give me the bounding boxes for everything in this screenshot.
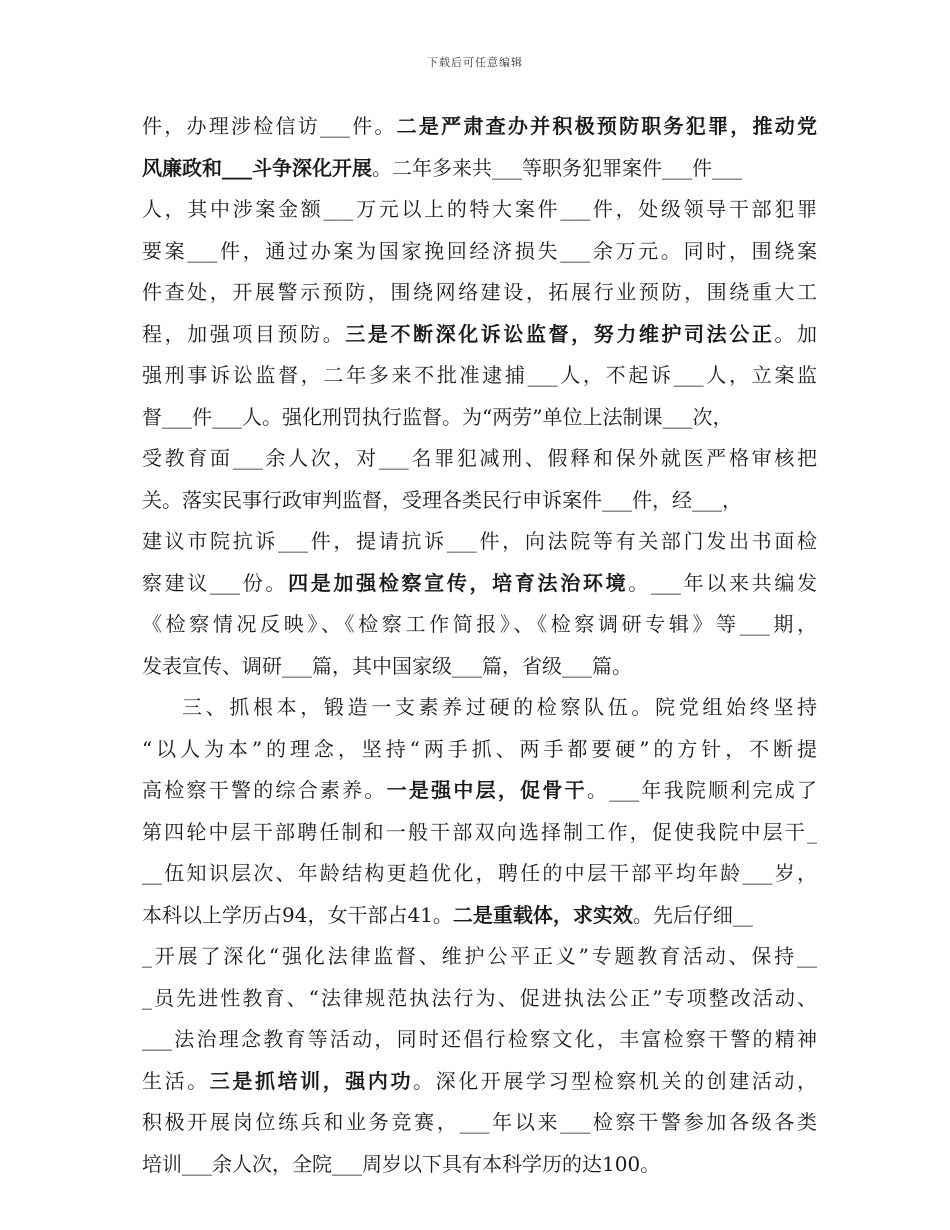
body-text: 受教育面___余人次，对___名罪犯减刑、假释和保外就医严格审核把	[142, 446, 817, 470]
text-line	[142, 978, 817, 1020]
body-text: _员先进性教育、“法律规范执法行为、促进执法公正”专项整改活动、	[142, 985, 817, 1010]
text-line	[142, 397, 817, 439]
text-line	[142, 231, 817, 273]
body-text: 关。落实民事行政审判监督，受理各类民行申诉案件___件，经___，	[142, 487, 742, 512]
text-line	[142, 314, 817, 356]
text-line	[142, 480, 817, 522]
body-text: 《检察情况反映》、《检察工作简报》、《检察调研专辑》等___期，	[142, 612, 817, 636]
body-text: 强刑事诉讼监督，二年多来不批准逮捕___人，不起诉___人，立案监	[142, 363, 817, 387]
bold-text: 四是加强检察宣传，培育法治环境	[288, 570, 629, 595]
body-text: 。___年以来共编发	[628, 570, 817, 595]
text-line	[142, 563, 817, 605]
body-text: 三、抓根本，锻造一支素养过硬的检察队伍。院党组始终坚持	[182, 695, 817, 719]
body-text: 人，其中涉案金额___万元以上的特大案件___件，处级领导干部犯罪	[142, 197, 817, 221]
text-line	[142, 1019, 817, 1061]
document-body	[142, 106, 817, 1185]
text-line	[142, 1102, 817, 1144]
bold-text: 三是不断深化诉讼监督，努力维护司法公正	[345, 321, 775, 346]
body-text: “以人为本”的理念，坚持“两手抓、两手都要硬”的方针，不断提	[142, 736, 817, 761]
text-line	[142, 770, 817, 812]
body-text: __伍知识层次、年龄结构更趋优化，聘任的中层干部平均年龄___岁，	[142, 861, 817, 885]
bold-text: 二是严肃查办并积极预防职务犯罪，推动党	[396, 114, 817, 138]
body-text: 察建议___份。	[142, 570, 289, 595]
text-line	[142, 936, 817, 978]
text-line	[142, 355, 817, 397]
bold-text: 风廉政和___斗争深化开展	[142, 155, 372, 180]
text-line	[142, 1144, 817, 1186]
text-line	[142, 812, 817, 854]
bold-text: 三是抓培训，强内功	[209, 1068, 414, 1093]
body-text: ___法治理念教育等活动，同时还倡行检察文化，丰富检察干警的精神	[142, 1027, 817, 1051]
text-line	[142, 687, 817, 729]
body-text: _开展了深化“强化法律监督、维护公平正义”专题教育活动、保持__	[142, 944, 817, 968]
body-text: 建议市院抗诉___件，提请抗诉___件，向法院等有关部门发出书面检	[142, 529, 817, 553]
body-text: 件查处，开展警示预防，围绕网络建设，拓展行业预防，围绕重大工	[142, 280, 817, 304]
body-text: 第四轮中层干部聘任制和一般干部双向选择制工作，促使我院中层干_	[142, 819, 817, 844]
text-line	[142, 604, 817, 646]
text-line	[142, 853, 817, 895]
body-text: 要案___件，通过办案为国家挽回经济损失___余万元。同时，围绕案	[142, 238, 817, 263]
bold-text: 二是重载体，求实效	[452, 902, 633, 927]
body-text: 本科以上学历占94，女干部占41。	[142, 902, 453, 927]
text-line	[142, 272, 817, 314]
body-text: 发表宣传、调研___篇，其中国家级___篇，省级___篇。	[142, 653, 632, 678]
text-line	[142, 438, 817, 480]
body-text: 。先后仔细__	[632, 902, 753, 927]
text-line	[142, 148, 817, 190]
page-header: 下载后可任意编辑	[427, 56, 523, 69]
body-text: 。深化开展学习型检察机关的创建活动，	[413, 1068, 817, 1093]
body-text: 程，加强项目预防。	[142, 321, 346, 346]
body-text: 。二年多来共___等职务犯罪案件___件___	[372, 155, 742, 180]
bold-text: 一是强中层，促骨干	[386, 778, 587, 802]
body-text: 积极开展岗位练兵和业务竞赛，___年以来___检察干警参加各级各类	[142, 1110, 817, 1134]
body-text: 培训___余人次，全院___周岁以下具有本科学历的达100。	[142, 1151, 661, 1176]
text-line	[142, 106, 817, 148]
body-text: 督___件___人。强化刑罚执行监督。为“两劳”单位上法制课___次，	[142, 404, 733, 429]
body-text: 生活。	[142, 1068, 210, 1093]
body-text: 高检察干警的综合素养。	[142, 778, 387, 802]
text-line	[142, 729, 817, 771]
body-text: 件，办理涉检信访___件。	[142, 114, 397, 138]
text-line	[142, 1061, 817, 1103]
text-line	[142, 895, 817, 937]
text-line	[142, 521, 817, 563]
body-text: 。加	[774, 321, 817, 346]
text-line	[142, 646, 817, 688]
text-line	[142, 189, 817, 231]
body-text: 。___年我院顺利完成了	[586, 778, 817, 802]
